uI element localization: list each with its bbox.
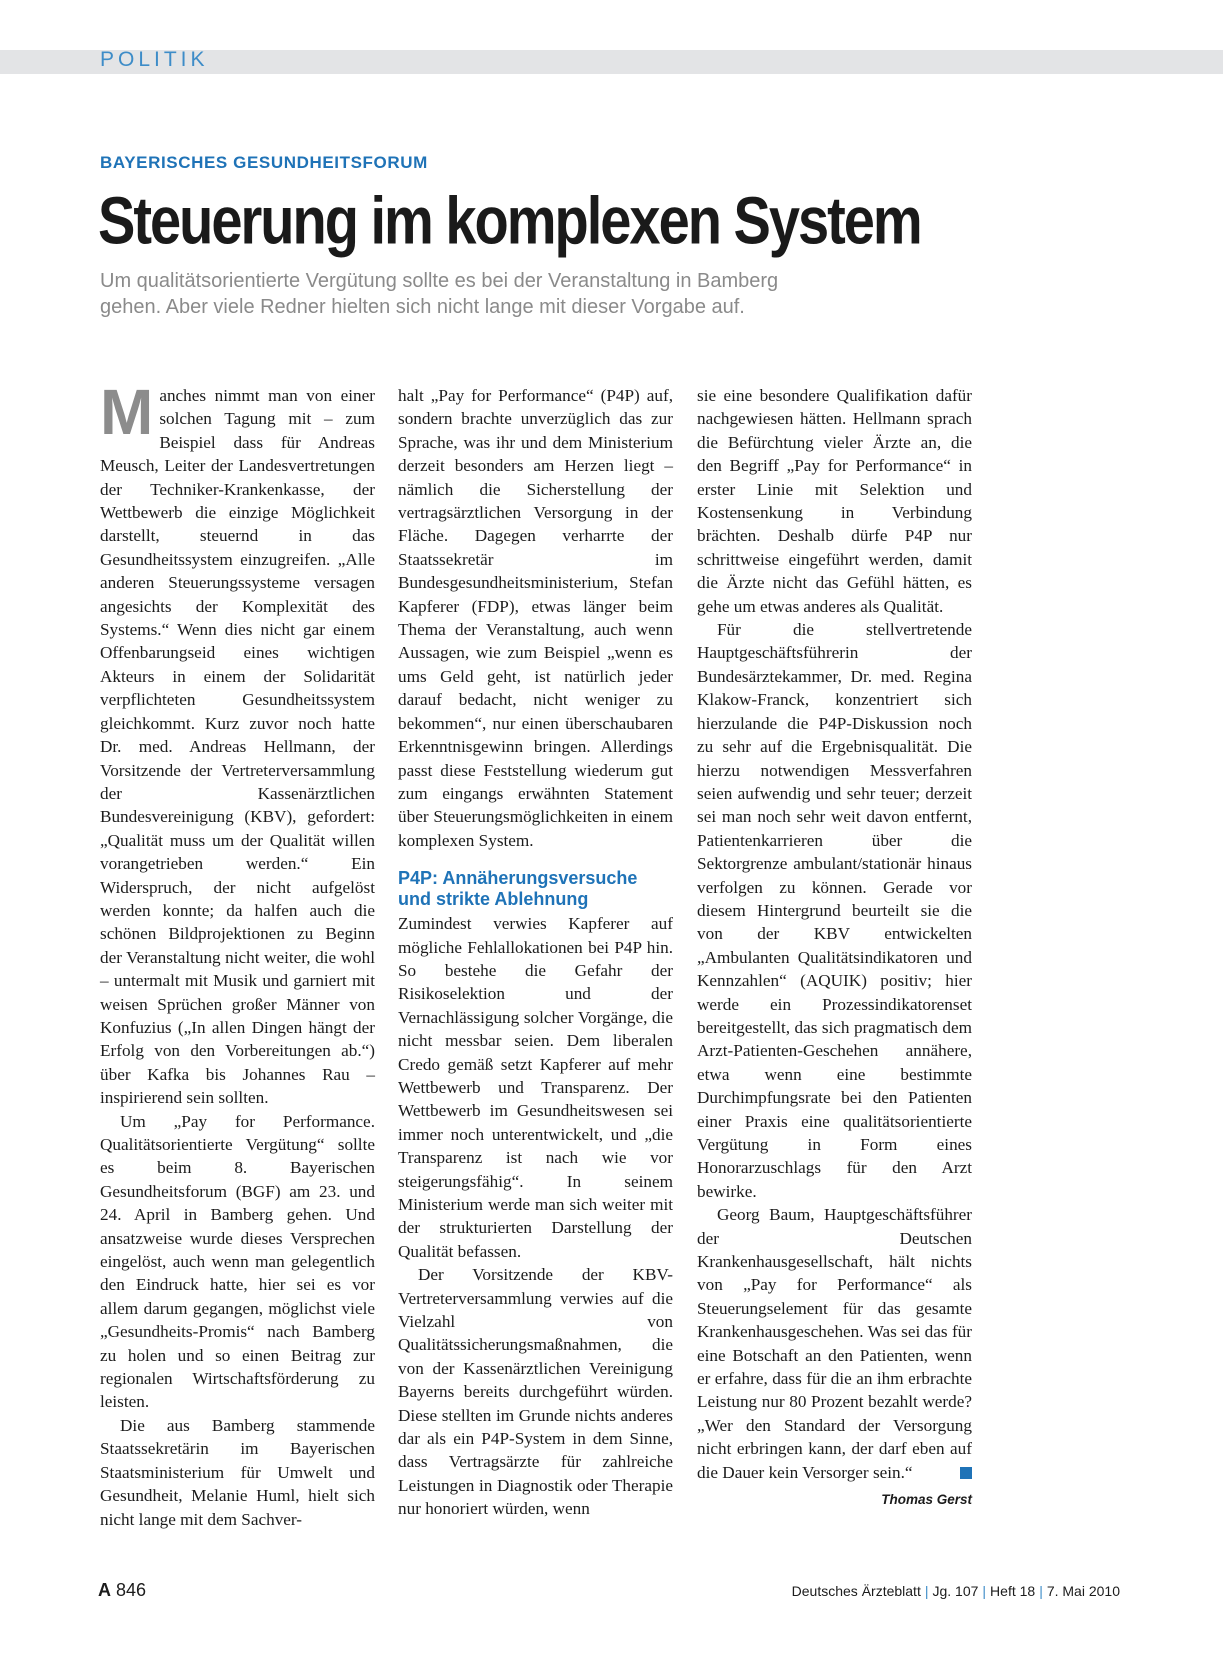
journal-name: Deutsches Ärzteblatt: [791, 1583, 921, 1599]
text-column-3: [697, 384, 972, 1512]
paragraph: [100, 376, 375, 1110]
paragraph: Zumindest verwies Kapferer auf mögliche Fehlallokationen bei P4P hin. So bestehe die Gefahr der Risikoselektion und der Vernachlässigung solcher Vorgänge, die nicht messbar seien. Dem liberalen Credo gemäß setzt Kapferer auf mehr Wettbewerb und Transparenz. Der Wettbewerb im Gesundheitswesen sei immer noch unterentwickelt, und „die Transparenz ist nach wie vor steigerungsfähig“. In seinem Ministerium werde man sich weiter mit der strukturierten Darstellung der Qualität befassen.: [398, 914, 673, 1261]
page-number-value: 846: [116, 1580, 147, 1600]
separator: |: [982, 1583, 987, 1599]
journal-date: 7. Mai 2010: [1046, 1583, 1120, 1599]
page-prefix: A: [98, 1580, 111, 1600]
end-mark-icon: [960, 1467, 972, 1479]
section-label: POLITIK: [100, 48, 209, 71]
paragraph: sie eine besondere Qualifikation dafür nachgewiesen hätten. Hellmann sprach die Befürchtung vieler Ärzte an, die den Begriff „Pay for Performance“ in erster Linie mit Selektion und Kostensenkung in Verbindung brächten. Deshalb dürfe P4P nur schrittweise eingeführt werden, damit die Ärzte nicht das Gefühl hätten, es gehe um etwas anderes als Qualität.: [697, 386, 972, 616]
article-kicker: BAYERISCHES GESUNDHEITSFORUM: [100, 153, 428, 172]
text-column-1: [100, 376, 375, 1531]
lead-line: gehen. Aber viele Redner hielten sich nicht lange mit dieser Vorgabe auf.: [100, 296, 745, 318]
text-column-2: [398, 384, 673, 1521]
drop-cap: M: [100, 376, 154, 448]
paragraph: Um „Pay for Performance. Qualitätsorientierte Vergütung“ sollte es beim 8. Bayerischen Gesundheitsforum (BGF) am 23. und 24. April in Bamberg gehen. Und ansatzweise wurde dieses Versprechen eingelöst, auch wenn man gelegentlich den Eindruck hatte, hier sei es vor allem darum gegangen, möglichst viele „Gesundheits-Promis“ nach Bamberg zu holen und so einen Beitrag zur regionalen Wirtschaftsförderung zu leisten.: [100, 1111, 375, 1412]
paragraph-text: anches nimmt man von einer solchen Tagung mit – zum Beispiel dass für Andreas Meusch, Leiter der Landesvertretungen der Techniker-Krankenkasse, der Wettbewerb die einzige Möglichkeit darstellt, steuernd in das Gesundheitssystem einzugreifen. „Alle anderen Steuerungssysteme versagen angesichts der Komplexität des Systems.“ Wenn dies nicht gar einem Offenbarungseid eines wichtigen Akteurs in einem der Solidarität verpflichteten Gesundheitssystem gleichkommt. Kurz zuvor noch hatte Dr. med. Andreas Hellmann, der Vorsitzende der Vertreterversammlung der Kassenärztlichen Bundesvereinigung (KBV), gefordert: „Qualität muss um der Qualität willen vorangetrieben werden.“ Ein Widerspruch, der nicht aufgelöst werden konnte; da halfen auch die schönen Bildprojektionen zu Beginn der Veranstaltung nicht weiter, die wohl – untermalt mit Musik und garniert mit weisen Sprüchen großer Männer von Konfuzius („In allen Dingen hängt der Erfolg von den Vorbereitungen ab.“) über Kafka bis Johannes Rau – inspirierend sein sollten.: [100, 386, 375, 1108]
paragraph: [697, 1203, 972, 1484]
journal-imprint: [792, 1583, 1120, 1599]
journal-issue: Heft 18: [990, 1583, 1036, 1599]
subheading: P4P: Annäherungsversuche und strikte Ablehnung: [398, 868, 638, 910]
paragraph: Die aus Bamberg stammende Staatssekretärin im Bayerischen Staatsministerium für Umwelt und Gesundheit, Melanie Huml, hielt sich nicht lange mit dem Sachver-: [100, 1415, 375, 1529]
lead-line: Um qualitätsorientierte Vergütung sollte es bei der Veranstaltung in Bamberg: [100, 270, 779, 292]
paragraph: halt „Pay for Performance“ (P4P) auf, sondern brachte unverzüglich das zur Sprache, was ihr und dem Ministerium derzeit besonders am Herzen liegt – nämlich die Sicherstellung der vertragsärztlichen Versorgung in der Fläche. Dagegen verharrte der Staatssekretär im Bundesgesundheitsministerium, Stefan Kapferer (FDP), etwas länger beim Thema der Veranstaltung, auch wenn Aussagen, wie zum Beispiel „wenn es ums Geld geht, ist natürlich jeder darauf bedacht, nicht weniger zu bekommen“, nur einen überschaubaren Erkenntnisgewinn bringen. Allerdings passt diese Feststellung wiederum gut zum eingangs erwähnten Statement über Steuerungsmöglichkeiten in einem komplexen System.: [398, 386, 673, 850]
paragraph: Für die stellvertretende Hauptgeschäftsführerin der Bundesärztekammer, Dr. med. Regina Klakow-Franck, konzentriert sich hierzulande die P4P-Diskussion noch zu sehr auf die Ergebnisqualität. Die hierzu notwendigen Messverfahren seien aufwendig und sehr teuer; derzeit sei man noch sehr weit davon entfernt, Patientenkarrieren über die Sektorgrenze ambulant/stationär hinaus verfolgen zu können. Gerade vor diesem Hintergrund beurteilt sie die von der KBV entwickelten „Ambulanten Qualitätsindikatoren und Kennzahlen“ (AQUIK) positiv; hier werde ein Prozessindikatorenset bereitgestellt, das sich pragmatisch dem Arzt-Patienten-Geschehen annähere, etwa wenn eine bestimmte Durchimpfungsrate bei den Patienten einer Praxis eine qualitätsorientierte Vergütung in Form eines Honorarzuschlags für den Arzt bewirke.: [697, 620, 972, 1201]
article-headline: Steuerung im komplexen System: [98, 182, 921, 258]
page-number: [98, 1580, 146, 1601]
author-byline: Thomas Gerst: [881, 1492, 972, 1508]
separator: |: [1039, 1583, 1043, 1599]
separator: |: [924, 1583, 929, 1599]
article-lead: [100, 268, 960, 320]
paragraph-text: Georg Baum, Hauptgeschäftsführer der Deutschen Krankenhausgesellschaft, hält nichts von „Pay for Performance“ als Steuerungselement für das gesamte Krankenhausgeschehen. Was sei das für eine Botschaft an den Patienten, wenn er erfahre, dass für die an ihm erbrachte Leistung nur 80 Prozent bezahlt werde? „Wer den Standard der Versorgung nicht erbringen kann, der darf eben auf die Dauer kein Versorger sein.“: [697, 1205, 972, 1482]
journal-volume: Jg. 107: [932, 1583, 979, 1599]
paragraph: Der Vorsitzende der KBV-Vertreterversammlung verwies auf die Vielzahl von Qualitätssicherungsmaßnahmen, die von der Kassenärztlichen Vereinigung Bayerns bereits durchgeführt würden. Diese stellten im Grunde nichts anderes dar als ein P4P-System in dem Sinne, dass Vertragsärzte für zahlreiche Leistungen in Diagnostik oder Therapie nur honoriert würden, wenn: [398, 1265, 673, 1519]
